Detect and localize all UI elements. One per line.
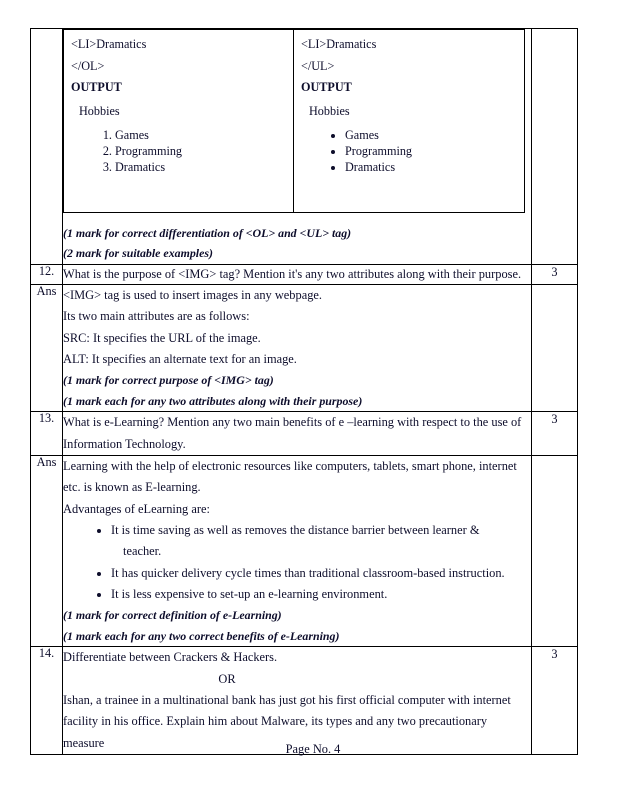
code-line: <LI>Dramatics bbox=[71, 37, 147, 51]
marking-notes bbox=[63, 213, 531, 264]
list-item: 2. Programming bbox=[115, 143, 286, 159]
question-number-14: 14. bbox=[31, 647, 63, 755]
code-line: <LI>Dramatics bbox=[301, 37, 377, 51]
output-heading: Hobbies bbox=[79, 104, 120, 119]
list-item-continuation: teacher. bbox=[123, 544, 162, 559]
marks-13: 3 bbox=[532, 412, 578, 456]
answer-line: ALT: It specifies an alternate text for an image. bbox=[63, 352, 297, 367]
table-row-answer-12 bbox=[31, 285, 578, 412]
marks-cell-empty bbox=[532, 456, 578, 647]
output-heading: Hobbies bbox=[309, 104, 350, 119]
code-line: </UL> bbox=[301, 58, 335, 73]
benefits-list bbox=[63, 520, 531, 605]
table-row-question-12 bbox=[31, 264, 578, 284]
answer-line: Its two main attributes are as follows: bbox=[63, 309, 250, 324]
output-label: OUTPUT bbox=[301, 80, 352, 95]
question-number-cell-empty bbox=[31, 29, 63, 265]
answer-text-13 bbox=[63, 456, 532, 647]
answer-line: SRC: It specifies the URL of the image. bbox=[63, 330, 261, 345]
list-item-text: It is time saving as well as removes the distance barrier between learner & bbox=[111, 523, 480, 538]
marking-note: (1 mark for correct purpose of <IMG> tag) bbox=[63, 373, 274, 388]
question-line-alternate: Ishan, a trainee in a multinational bank has just got his first official computer with internet facility in his office. Explain him about Malware, its types and any two precautionary measure bbox=[63, 692, 511, 750]
list-item bbox=[111, 584, 531, 605]
list-item: • Dramatics bbox=[345, 159, 517, 175]
question-number-13: 13. bbox=[31, 412, 63, 456]
question-line: Differentiate between Crackers & Hackers. bbox=[63, 650, 278, 665]
example-boxes bbox=[63, 29, 525, 213]
list-item bbox=[111, 520, 531, 563]
list-item: • Games bbox=[345, 127, 517, 143]
list-item-text: It is less expensive to set-up an e-learning environment. bbox=[111, 587, 388, 602]
list-item bbox=[111, 563, 531, 584]
table-row-question-13 bbox=[31, 412, 578, 456]
answer-label-13: Ans bbox=[31, 456, 63, 647]
answer-label-12: Ans bbox=[31, 285, 63, 412]
output-ordered-list bbox=[71, 127, 286, 175]
table-row-examples bbox=[31, 29, 578, 265]
list-item-text: It has quicker delivery cycle times than traditional classroom-based instruction. bbox=[111, 565, 505, 580]
table-row-answer-13 bbox=[31, 456, 578, 647]
answer-line: Learning with the help of electronic resources like computers, tablets, smart phone, internet etc. is known as E-learning. bbox=[63, 459, 517, 495]
question-line: What is e-Learning? Mention any two main benefits of e –learning with respect to the use of Information Technology. bbox=[63, 415, 522, 451]
or-separator: OR bbox=[218, 671, 236, 686]
marking-note: (1 mark for correct definition of e-Learning) bbox=[63, 608, 282, 623]
example-box-unordered-list bbox=[294, 30, 524, 212]
examples-cell bbox=[63, 29, 532, 265]
output-unordered-list bbox=[301, 127, 517, 175]
output-label: OUTPUT bbox=[71, 80, 122, 95]
page-footer: Page No. 4 bbox=[285, 742, 341, 756]
code-line: </OL> bbox=[71, 58, 105, 73]
list-item: 1. Games bbox=[115, 127, 286, 143]
answer-key-table bbox=[30, 28, 578, 755]
table-row-question-14 bbox=[31, 647, 578, 755]
marks-12: 3 bbox=[532, 264, 578, 284]
list-item: 3. Dramatics bbox=[115, 159, 286, 175]
example-box-ordered-list bbox=[64, 30, 294, 212]
marks-cell-empty bbox=[532, 29, 578, 265]
question-text-12 bbox=[63, 264, 532, 284]
marking-note: (1 mark for correct differentiation of <OL> and <UL> tag) bbox=[63, 226, 352, 240]
question-text-13 bbox=[63, 412, 532, 456]
question-number-12: 12. bbox=[31, 264, 63, 284]
list-item: • Programming bbox=[345, 143, 517, 159]
answer-line: Advantages of eLearning are: bbox=[63, 501, 210, 516]
marking-note: (1 mark each for any two attributes along with their purpose) bbox=[63, 393, 363, 408]
marks-14: 3 bbox=[532, 647, 578, 755]
marking-note: (1 mark each for any two correct benefits of e-Learning) bbox=[63, 628, 340, 643]
marking-note: (2 mark for suitable examples) bbox=[63, 246, 213, 261]
question-line: What is the purpose of <IMG> tag? Mention it's any two attributes along with their purpose. bbox=[63, 266, 522, 281]
question-text-14 bbox=[63, 647, 532, 755]
marks-cell-empty bbox=[532, 285, 578, 412]
answer-line: <IMG> tag is used to insert images in any webpage. bbox=[63, 288, 322, 303]
answer-text-12 bbox=[63, 285, 532, 412]
